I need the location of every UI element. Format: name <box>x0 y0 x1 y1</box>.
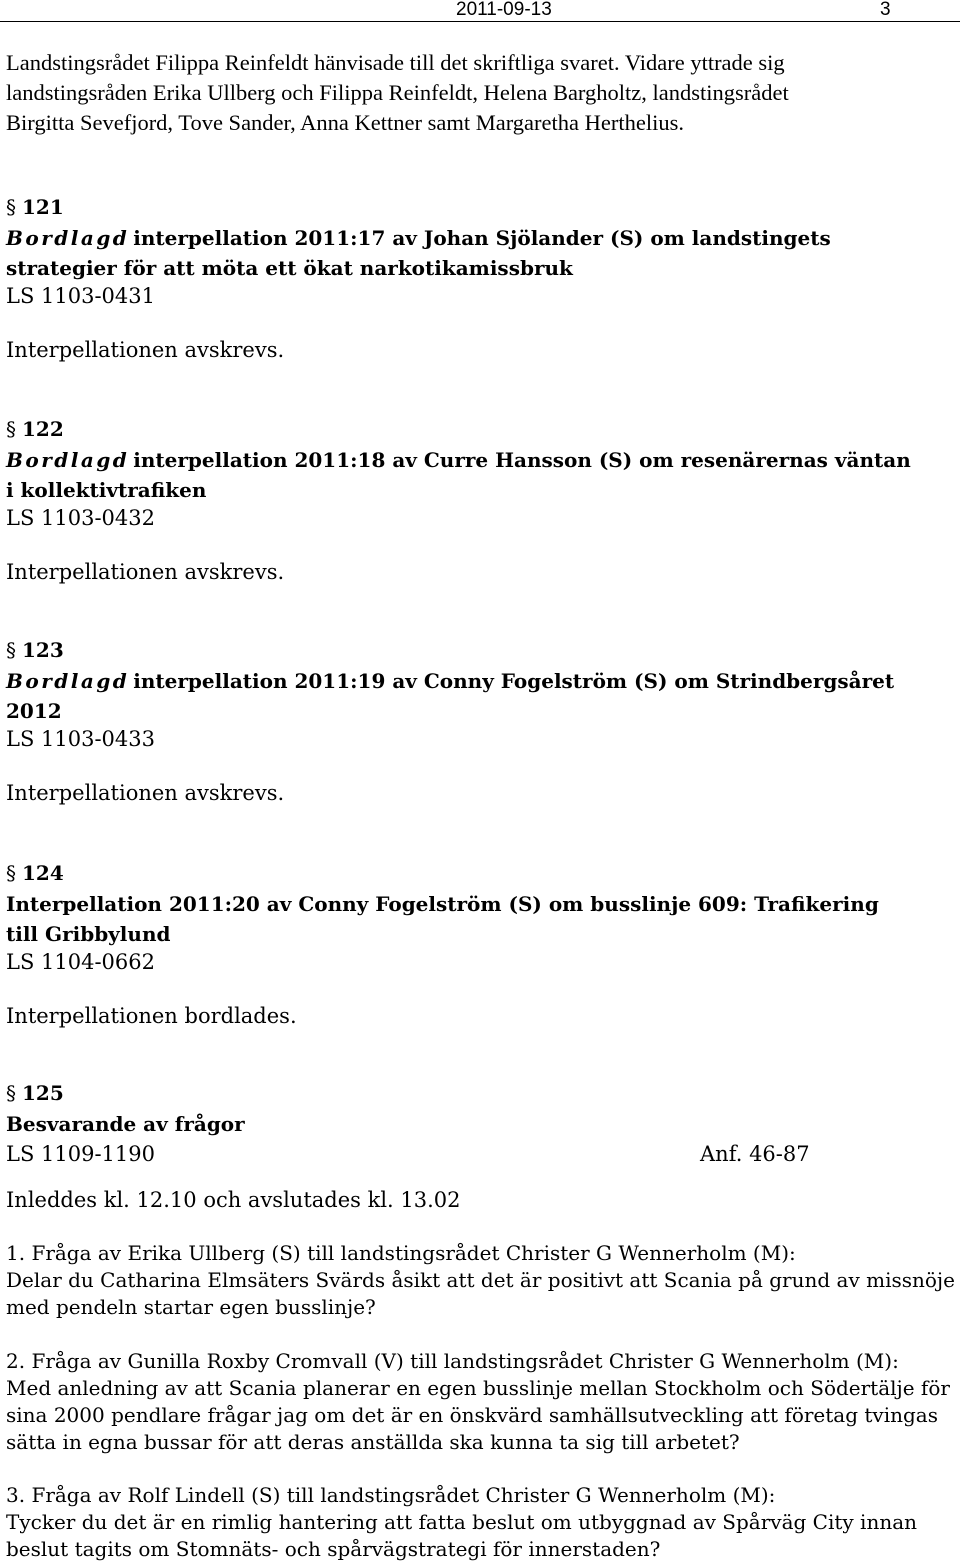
paragraph-mark: § <box>6 195 16 219</box>
header-rule <box>0 21 960 22</box>
section-number-value: 122 <box>22 417 64 441</box>
section-title <box>6 666 956 726</box>
page-number: 3 <box>880 0 891 20</box>
case-reference: LS 1109-1190 <box>6 1142 155 1166</box>
case-reference: LS 1104-0662 <box>6 950 155 974</box>
title-line: interpellation 2011:19 av Conny Fogelström (S) om Strindbergsåret <box>133 669 895 693</box>
question-heading: 1. Fråga av Erika Ullberg (S) till landstingsrådet Christer G Wennerholm (M): <box>6 1241 796 1265</box>
decision-text: Interpellationen avskrevs. <box>6 560 285 584</box>
question-text-line: sätta in egna bussar för att deras anställda ska kunna ta sig till arbetet? <box>6 1430 740 1454</box>
section-number <box>6 637 956 664</box>
section-number-value: 121 <box>22 195 64 219</box>
question-heading: 2. Fråga av Gunilla Roxby Cromvall (V) till landstingsrådet Christer G Wennerholm (M): <box>6 1349 899 1373</box>
intro-paragraph <box>6 48 956 138</box>
question-text-line: Delar du Catharina Elmsäters Svärds åsikt att det är positivt att Scania på grund av missnöje <box>6 1268 955 1292</box>
bordlagd-label: Bordlagd <box>6 226 130 250</box>
question-text-line: beslut tagits om Stomnäts- och spårvägstrategi för innerstaden? <box>6 1537 661 1561</box>
section-125 <box>6 1080 956 1214</box>
anforande-range: Anf. 46-87 <box>700 1142 810 1166</box>
section-title <box>6 223 956 283</box>
section-123 <box>6 637 956 807</box>
section-title <box>6 1109 956 1139</box>
case-reference: LS 1103-0431 <box>6 284 155 308</box>
section-title <box>6 889 956 949</box>
decision-text: Interpellationen avskrevs. <box>6 781 285 805</box>
bordlagd-label: Bordlagd <box>6 448 130 472</box>
question-heading: 3. Fråga av Rolf Lindell (S) till landstingsrådet Christer G Wennerholm (M): <box>6 1483 776 1507</box>
question-text-line: sina 2000 pendlare frågar jag om det är en önskvärd samhällsutveckling att företag tvingas <box>6 1403 938 1427</box>
decision-text: Interpellationen bordlades. <box>6 1004 297 1028</box>
title-line: 2012 <box>6 699 62 723</box>
question-text-line: Med anledning av att Scania planerar en egen busslinje mellan Stockholm och Södertälje för <box>6 1376 950 1400</box>
paragraph-mark: § <box>6 861 16 885</box>
intro-line: landstingsråden Erika Ullberg och Filippa Reinfeldt, Helena Bargholtz, landstingsrådet <box>6 80 789 105</box>
title-line: interpellation 2011:17 av Johan Sjölander (S) om landstingets <box>133 226 831 250</box>
section-number <box>6 194 956 221</box>
bordlagd-label: Bordlagd <box>6 669 130 693</box>
paragraph-mark: § <box>6 638 16 662</box>
section-number <box>6 416 956 443</box>
question-1 <box>6 1240 958 1321</box>
section-124 <box>6 860 956 1030</box>
page-header <box>0 0 960 22</box>
section-number <box>6 1080 956 1107</box>
case-reference: LS 1103-0432 <box>6 506 155 530</box>
paragraph-mark: § <box>6 1081 16 1105</box>
section-121 <box>6 194 956 364</box>
title-line: till Gribbylund <box>6 922 171 946</box>
intro-line: Birgitta Sevefjord, Tove Sander, Anna Kettner samt Margaretha Herthelius. <box>6 110 684 135</box>
title-line: i kollektivtrafiken <box>6 478 207 502</box>
question-text-line: Tycker du det är en rimlig hantering att fatta beslut om utbyggnad av Spårväg City innan <box>6 1510 918 1534</box>
case-reference: LS 1103-0433 <box>6 727 155 751</box>
intro-line: Landstingsrådet Filippa Reinfeldt hänvisade till det skriftliga svaret. Vidare yttrade sig <box>6 50 785 75</box>
decision-text: Interpellationen avskrevs. <box>6 338 285 362</box>
question-3 <box>6 1482 958 1563</box>
section-number-value: 125 <box>22 1081 64 1105</box>
section-122 <box>6 416 956 586</box>
section-number-value: 124 <box>22 861 64 885</box>
question-2 <box>6 1348 958 1456</box>
reference-row <box>6 1139 956 1169</box>
question-text-line: med pendeln startar egen busslinje? <box>6 1295 376 1319</box>
section-title <box>6 445 956 505</box>
title-line: interpellation 2011:18 av Curre Hansson (S) om resenärernas väntan <box>133 448 911 472</box>
title-line: strategier för att möta ett ökat narkotikamissbruk <box>6 256 573 280</box>
title-line: Interpellation 2011:20 av Conny Fogelström (S) om busslinje 609: Trafikering <box>6 892 879 916</box>
title-line: Besvarande av frågor <box>6 1112 245 1136</box>
section-number-value: 123 <box>22 638 64 662</box>
header-date: 2011-09-13 <box>456 0 552 20</box>
paragraph-mark: § <box>6 417 16 441</box>
section-number <box>6 860 956 887</box>
session-time-text: Inleddes kl. 12.10 och avslutades kl. 13.02 <box>6 1188 461 1212</box>
